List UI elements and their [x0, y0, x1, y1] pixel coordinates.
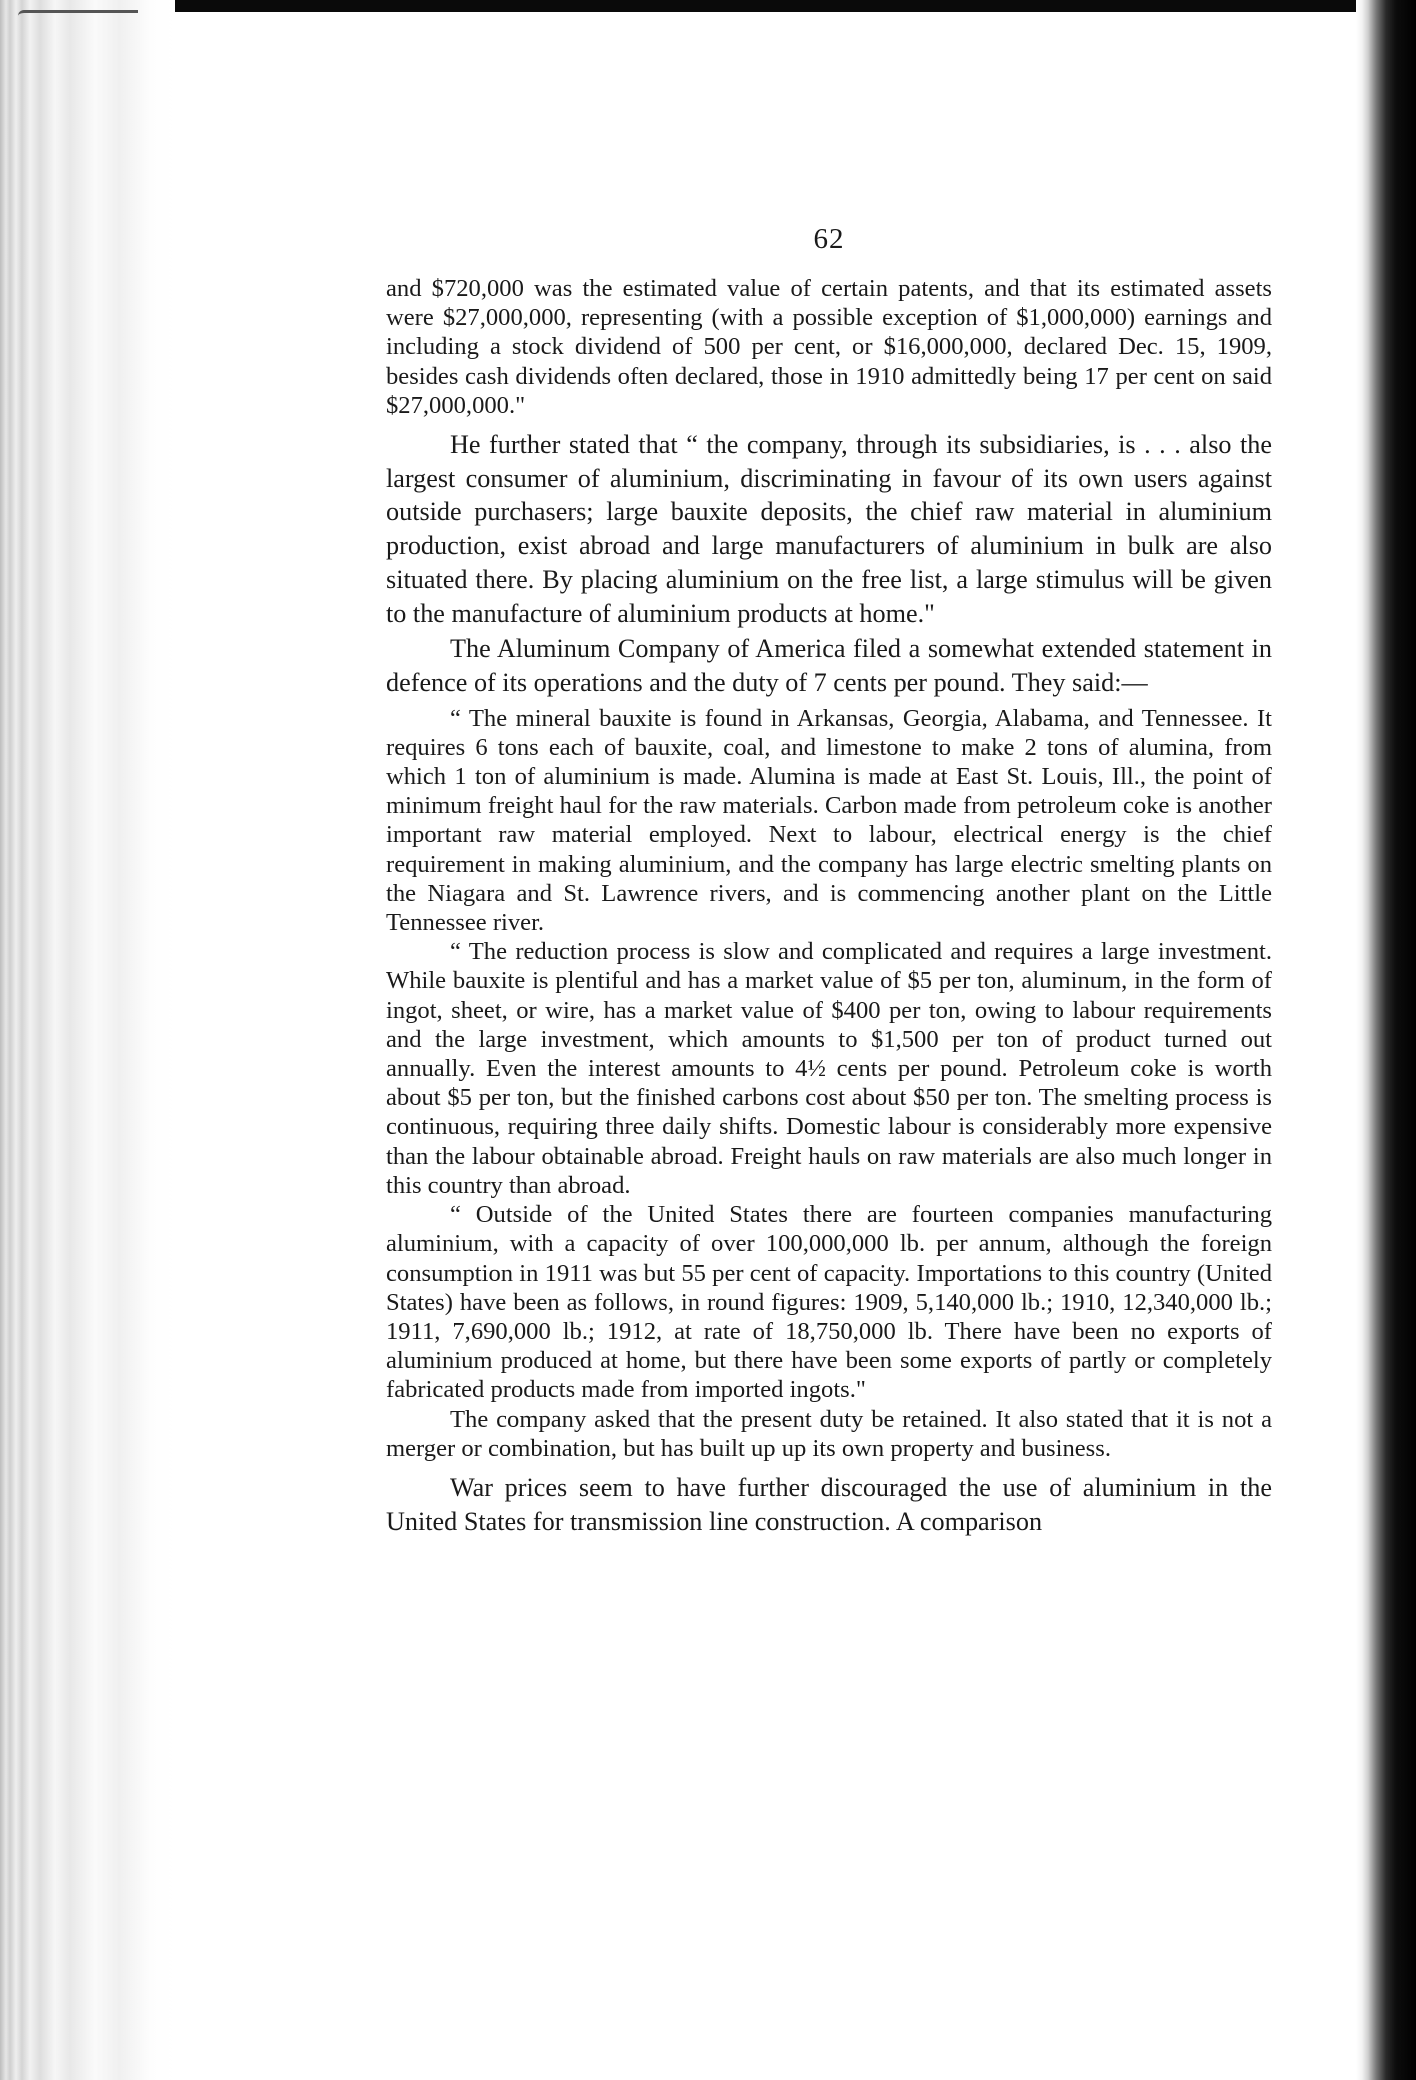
paragraph-patents-assets: and $720,000 was the estimated value of certain patents, and that its estimated assets were $27,000,000, representing (with a possible exception of $1,000,000) earnings and including a stock dividend of 500 per cent, or $16,000,000, declared Dec. 15, 1909, besides cash dividends often declared, those in 1910 admittedly being 17 per cent on said $27,000,000." — [386, 275, 1272, 419]
paragraph-bauxite-sources: “ The mineral bauxite is found in Arkansas, Georgia, Alabama, and Tennessee. It requires 6 tons each of bauxite, coal, and limestone to make 2 tons of alumina, from which 1 ton of aluminium is made. Alumina is made at East St. Louis, Ill., the point of minimum freight haul for the raw materials. Carbon made from petroleum coke is another important raw material employed. Next to labour, electrical energy is the chief requirement in making aluminium, and the company has large electric smelting plants on the Niagara and St. Lawrence rivers, and is commencing another plant on the Little Tennessee river. — [386, 704, 1272, 937]
page-number: 62 — [813, 223, 845, 255]
page-stack-edge — [0, 0, 175, 2080]
binding-gutter-shadow — [1356, 0, 1416, 2080]
paragraph-subsidiaries-statement: He further stated that “ the company, through its subsidiaries, is . . . also the largest consumer of aluminium, discriminating in favour of its own users against outside purchasers; large bauxite deposits, the chief raw material in aluminium production, exist abroad and large manufacturers of aluminium in bulk are also situated there. By placing aluminium on the free list, a large stimulus will be given to the manufacture of aluminium products at home." — [386, 430, 1272, 628]
book-page — [386, 222, 1272, 1538]
paragraph-reduction-process: “ The reduction process is slow and complicated and requires a large investment. While bauxite is plentiful and has a market value of $5 per ton, aluminum, in the form of ingot, sheet, or wire, has a market value of $400 per ton, owing to labour requirements and the large investment, which amounts to $1,500 per ton of product turned out annually. Even the interest amounts to 4½ cents per pound. Petroleum coke is worth about $5 per ton, but the finished carbons cost about $50 per ton. The smelting process is continuous, requiring three daily shifts. Domestic labour is considerably more expensive than the labour obtainable abroad. Freight hauls on raw materials are also much longer in this country than abroad. — [386, 938, 1272, 1199]
paragraph-duty-retained: The company asked that the present duty be retained. It also stated that it is not a merger or combination, but has built up up its own property and business. — [386, 1405, 1272, 1462]
paragraph-aluminum-company-statement: The Aluminum Company of America filed a somewhat extended statement in defence of its operations and the duty of 7 cents per pound. They said:— — [386, 634, 1272, 697]
paragraph-foreign-companies: “ Outside of the United States there are fourteen companies manufacturing aluminium, with a capacity of over 100,000,000 lb. per annum, although the foreign consumption in 1911 was but 55 per cent of capacity. Importations to this country (United States) have been as follows, in round figures: 1909, 5,140,000 lb.; 1910, 12,340,000 lb.; 1911, 7,690,000 lb.; 1912, at rate of 18,750,000 lb. There have been no exports of aluminium produced at home, but there have been some exports of partly or completely fabricated products made from imported ingots." — [386, 1201, 1272, 1404]
paragraph-war-prices: War prices seem to have further discouraged the use of aluminium in the United States for transmission line construction. A comparison — [386, 1472, 1272, 1536]
scan-top-border — [0, 0, 1416, 12]
